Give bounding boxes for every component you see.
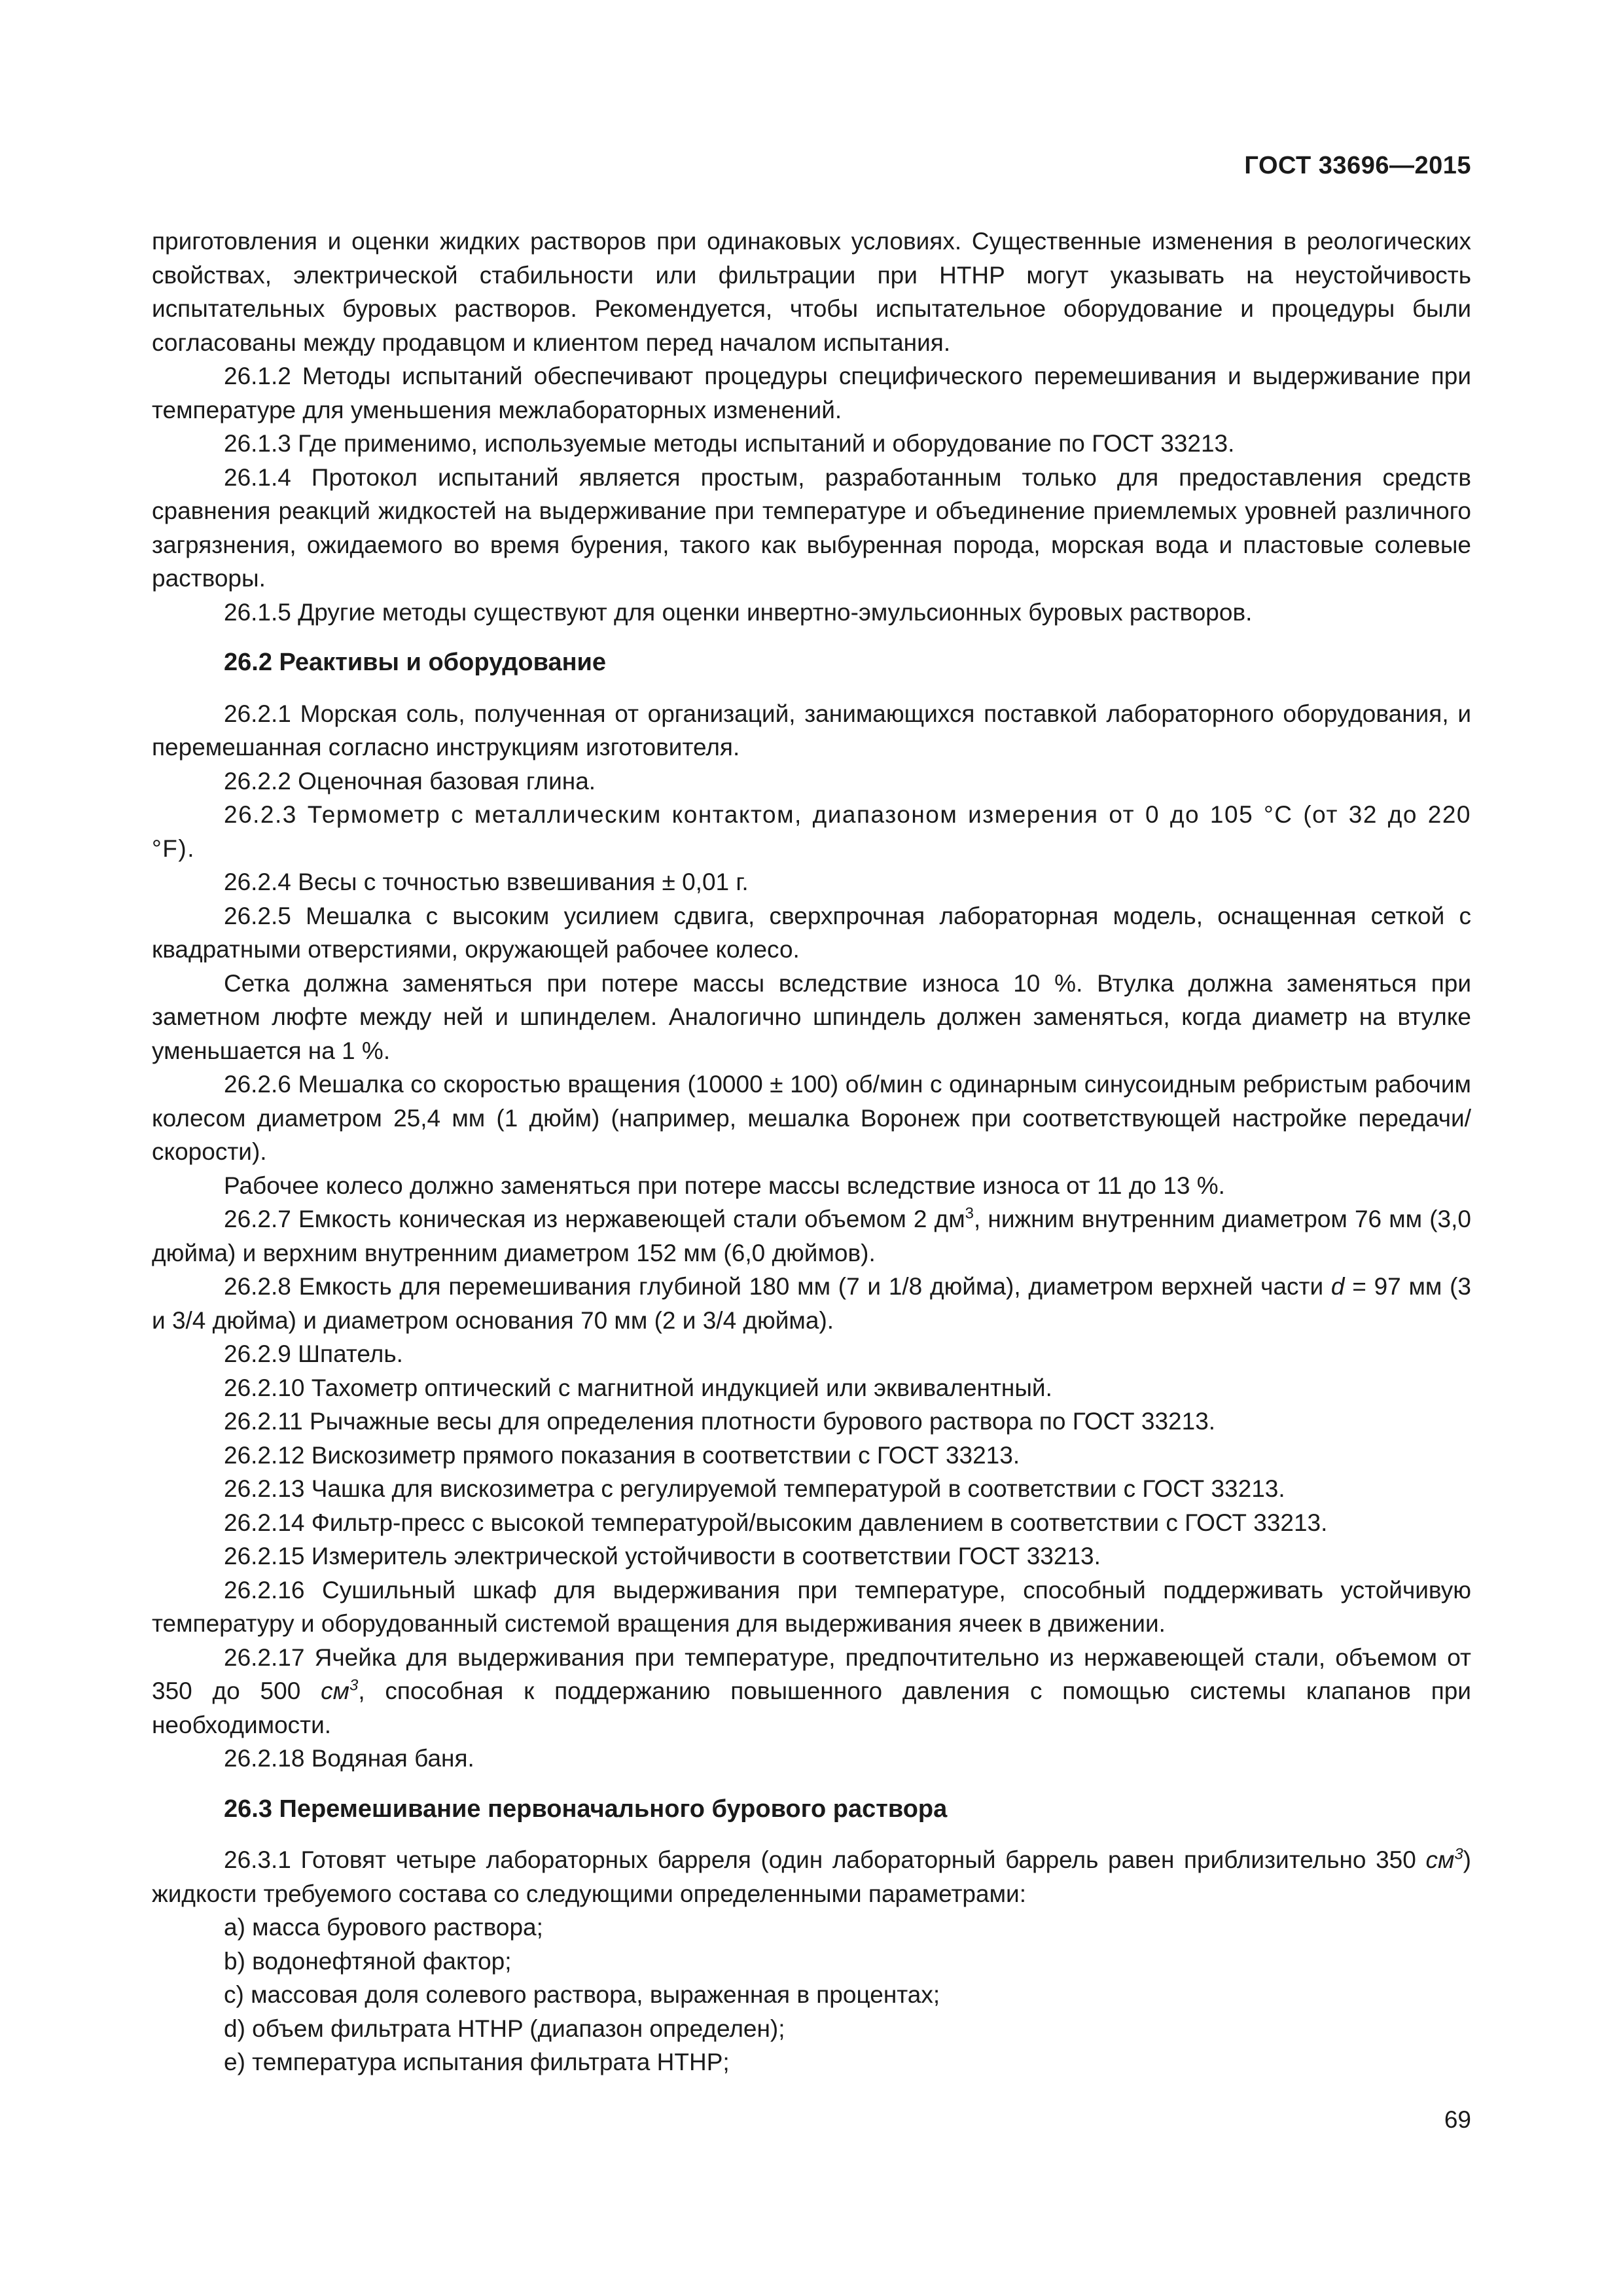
paragraph-26-2-7: [152, 1202, 1471, 1270]
text-run: 26.2.17 Ячейка для выдерживания при температуре, предпочтительно из нержавеющей стали, объемом от 350 до 500: [152, 1643, 1471, 1704]
text-run: , нижним внутренним диаметром 76 мм (3,0 дюйма) и верхним внутренним диаметром 152 мм (6,0 дюймов).: [152, 1206, 1471, 1266]
paragraph-26-1-2: 26.1.2 Методы испытаний обеспечивают процедуры специфического перемешивания и выдерживание при температуре для уменьшения межлабораторных изменений.: [152, 363, 1471, 423]
page-header: ГОСТ 33696—2015: [1244, 152, 1471, 179]
text-run: 26.3.1 Готовят четыре лабораторных барреля (один лабораторный баррель равен приблизительно 350: [224, 1846, 1426, 1873]
paragraph-26-2-4: 26.2.4 Весы с точностью взвешивания ± 0,01 г.: [224, 869, 749, 895]
text-run: , способная к поддержанию повышенного давления с помощью системы клапанов при необходимости.: [152, 1677, 1471, 1738]
paragraph-26-1-3: 26.1.3 Где применимо, используемые методы испытаний и оборудование по ГОСТ 33213.: [224, 430, 1235, 457]
paragraph-26-2-6: 26.2.6 Мешалка со скоростью вращения (10000 ± 100) об/мин с одинарным синусоидным ребристым рабочим колесом диаметром 25,4 мм (1 дюйм) (например, мешалка Воронеж при соответствующей настройке передачи/скорости).: [152, 1071, 1471, 1165]
paragraph-26-2-13: 26.2.13 Чашка для вискозиметра с регулируемой температурой в соответствии с ГОСТ 33213.: [224, 1475, 1285, 1502]
paragraph-26-2-17: [152, 1641, 1471, 1742]
text-run: = 97 мм (3 и 3/4 дюйма) и диаметром основания 70 мм (2 и 3/4 дюйма).: [152, 1273, 1472, 1334]
paragraph-26-2-12: 26.2.12 Вискозиметр прямого показания в соответствии с ГОСТ 33213.: [224, 1441, 1020, 1469]
italic-symbol: d: [1330, 1273, 1345, 1300]
italic-unit: см: [1425, 1846, 1455, 1873]
italic-unit: см: [321, 1677, 349, 1704]
document-body: [152, 224, 1471, 2079]
list-item-e: e) температура испытания фильтрата HTHP;: [224, 2049, 730, 2075]
text-run: 26.2.7 Емкость коническая из нержавеющей стали объемом 2 дм: [224, 1206, 965, 1232]
superscript: 3: [965, 1204, 974, 1223]
paragraph-26-2-9: 26.2.9 Шпатель.: [224, 1340, 403, 1367]
list-item-d: d) объем фильтрата HTHP (диапазон определен);: [224, 2015, 785, 2042]
paragraph-26-2-8: [152, 1270, 1471, 1337]
paragraph-26-3-1: [152, 1843, 1471, 1910]
superscript: [349, 1677, 358, 1695]
paragraph-26-2-16: 26.2.16 Сушильный шкаф для выдерживания при температуре, способный поддерживать устойчивую температуру и оборудованный системой вращения для выдерживания ячеек в движении.: [152, 1576, 1471, 1637]
paragraph-26-2-14: 26.2.14 Фильтр-пресс с высокой температурой/высоким давлением в соответствии с ГОСТ 33213.: [224, 1509, 1328, 1536]
paragraph-26-2-3: 26.2.3 Термометр с металлическим контактом, диапазоном измерения от 0 до 105 °С (от 32 до 220 °F).: [152, 801, 1471, 862]
list-item-c: c) массовая доля солевого раствора, выраженная в процентах;: [224, 1981, 940, 2008]
paragraph-26-2-10: 26.2.10 Тахометр оптический с магнитной индукцией или эквивалентный.: [224, 1374, 1052, 1401]
paragraph-continuation: приготовления и оценки жидких растворов при одинаковых условиях. Существенные изменения в реологических свойствах, электрической стабильности или фильтрации при HTHP могут указывать на неустойчивость испытательных буровых растворов. Рекомендуется, чтобы испытательное оборудование и процедуры были согласованы между продавцом и клиентом перед началом испытания.: [152, 228, 1471, 356]
paragraph-26-2-1: 26.2.1 Морская соль, полученная от организаций, занимающихся поставкой лабораторного оборудования, и перемешанная согласно инструкциям изготовителя.: [152, 700, 1471, 761]
paragraph-26-2-11: 26.2.11 Рычажные весы для определения плотности бурового раствора по ГОСТ 33213.: [224, 1408, 1216, 1435]
paragraph-26-2-18: 26.2.18 Водяная баня.: [224, 1745, 474, 1772]
paragraph-impeller-note: Рабочее колесо должно заменяться при потере массы вследствие износа от 11 до 13 %.: [224, 1172, 1225, 1199]
page-number: 69: [1444, 2106, 1471, 2133]
section-heading-26-3: 26.3 Перемешивание первоначального бурового раствора: [224, 1795, 948, 1823]
section-heading-26-2: 26.2 Реактивы и оборудование: [224, 649, 607, 676]
italic-exponent: 3: [349, 1676, 359, 1695]
text-run: ) жидкости требуемого состава со следующими определенными параметрами:: [152, 1846, 1471, 1907]
superscript: [1454, 1846, 1463, 1863]
list-item-b: b) водонефтяной фактор;: [224, 1947, 512, 1975]
paragraph-sieve-note: Сетка должна заменяться при потере массы вследствие износа 10 %. Втулка должна заменяться при заметном люфте между ней и шпинделем. Аналогично шпиндель должен заменяться, когда диаметр на втулке уменьшается на 1 %.: [152, 969, 1471, 1064]
paragraph-26-1-5: 26.1.5 Другие методы существуют для оценки инвертно-эмульсионных буровых растворов.: [224, 598, 1253, 626]
list-item-a: a) масса бурового раствора;: [224, 1914, 543, 1941]
paragraph-26-2-2: 26.2.2 Оценочная базовая глина.: [224, 767, 596, 795]
italic-exponent: 3: [1454, 1845, 1463, 1863]
paragraph-26-2-5: 26.2.5 Мешалка с высоким усилием сдвига, сверхпрочная лабораторная модель, оснащенная сеткой с квадратными отверстиями, окружающей рабочее колесо.: [152, 902, 1471, 963]
paragraph-26-1-4: 26.1.4 Протокол испытаний является простым, разработанным только для предоставления средств сравнения реакций жидкостей на выдерживание при температуре и объединение приемлемых уровней различного загрязнения, ожидаемого во время бурения, такого как выбуренная порода, морская вода и пластовые солевые растворы.: [152, 463, 1471, 592]
text-run: 26.2.8 Емкость для перемешивания глубиной 180 мм (7 и 1/8 дюйма), диаметром верхней части: [224, 1273, 1331, 1300]
paragraph-26-2-15: 26.2.15 Измеритель электрической устойчивости в соответствии ГОСТ 33213.: [224, 1543, 1101, 1570]
